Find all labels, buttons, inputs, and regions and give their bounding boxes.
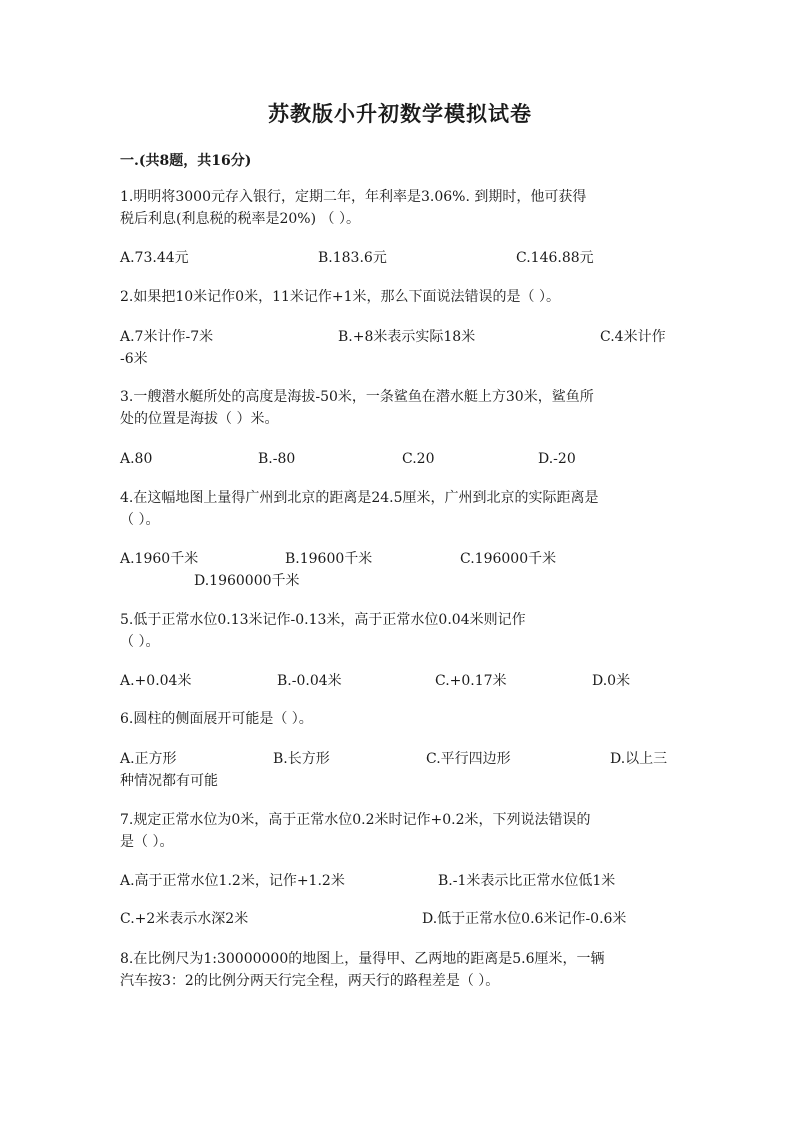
option-c: C.平行四边形 [426,751,511,767]
option-b: B.-1米表示比正常水位低1米 [438,873,616,889]
question-text-line: 是（ ）。 [120,834,174,850]
option-b: B.长方形 [273,751,330,767]
option-d-continued: 种情况都有可能 [120,773,218,789]
section-heading: 一.(共8题，共16分) [120,153,252,169]
option-c: C.+0.17米 [435,673,507,689]
question-text-line: 5.低于正常水位0.13米记作-0.13米，高于正常水位0.04米则记作 [120,612,526,628]
question-text-line: 6.圆柱的侧面展开可能是（ ）。 [120,711,313,727]
option-a: A.正方形 [120,751,177,767]
option-d: D.1960000千米 [194,573,300,589]
question-text-line: 8.在比例尺为1:30000000的地图上，量得甲、乙两地的距离是5.6厘米，一辆 [120,951,605,967]
question-4-options [120,548,680,592]
question-text-line: （ ）。 [120,512,160,528]
question-text-line: 汽车按3：2的比例分两天行完全程，两天行的路程差是（ ）。 [120,973,500,989]
question-text-line: （ ）。 [120,634,160,650]
option-c-continued: -6米 [120,351,148,367]
option-d: D.-20 [538,451,576,467]
option-d: D.以上三 [610,751,668,767]
option-b: B.183.6元 [318,250,387,266]
option-a: A.高于正常水位1.2米，记作+1.2米 [120,873,345,889]
question-7-options-row-2 [120,908,680,952]
question-text-line: 2.如果把10米记作0米，11米记作+1米，那么下面说法错误的是（ ）。 [120,289,560,305]
option-b: B.-0.04米 [277,673,342,689]
question-text-line: 1.明明将3000元存入银行，定期二年，年利率是3.06%. 到期时，他可获得 [120,189,587,205]
question-text-line: 7.规定正常水位为0米，高于正常水位0.2米时记作+0.2米，下列说法错误的 [120,812,591,828]
question-1 [120,186,680,230]
option-d: D.低于正常水位0.6米记作-0.6米 [422,911,627,927]
question-6-options [120,748,680,792]
option-b: B.+8米表示实际18米 [338,329,476,345]
question-1-options [120,247,680,291]
option-b: B.19600千米 [285,551,373,567]
question-text-line: 4.在这幅地图上量得广州到北京的距离是24.5厘米，广州到北京的实际距离是 [120,490,599,506]
question-4 [120,487,680,531]
question-3-options [120,448,680,492]
option-c: C.+2米表示水深2米 [120,911,249,927]
question-7 [120,809,680,853]
question-text-line: 3.一艘潜水艇所处的高度是海拔-50米，一条鲨鱼在潜水艇上方30米，鲨鱼所 [120,389,594,405]
question-5 [120,609,680,653]
option-c: C.20 [402,451,435,467]
question-text-line: 税后利息(利息税的税率是20%) （ ）。 [120,211,360,227]
question-2-options [120,326,680,370]
option-a: A.1960千米 [120,551,199,567]
option-a: A.+0.04米 [120,673,192,689]
question-text-line: 处的位置是海拔（ ）米。 [120,411,279,427]
question-2 [120,286,680,308]
option-c: C.196000千米 [460,551,557,567]
page-title: 苏教版小升初数学模拟试卷 [268,101,532,126]
question-3 [120,386,680,430]
option-b: B.-80 [258,451,296,467]
option-c: C.4米计作 [600,329,666,345]
question-6 [120,708,680,730]
option-c: C.146.88元 [516,250,594,266]
option-d: D.0米 [592,673,631,689]
option-a: A.80 [120,451,153,467]
option-a: A.7米计作-7米 [120,329,214,345]
option-a: A.73.44元 [120,250,189,266]
question-8 [120,948,680,992]
